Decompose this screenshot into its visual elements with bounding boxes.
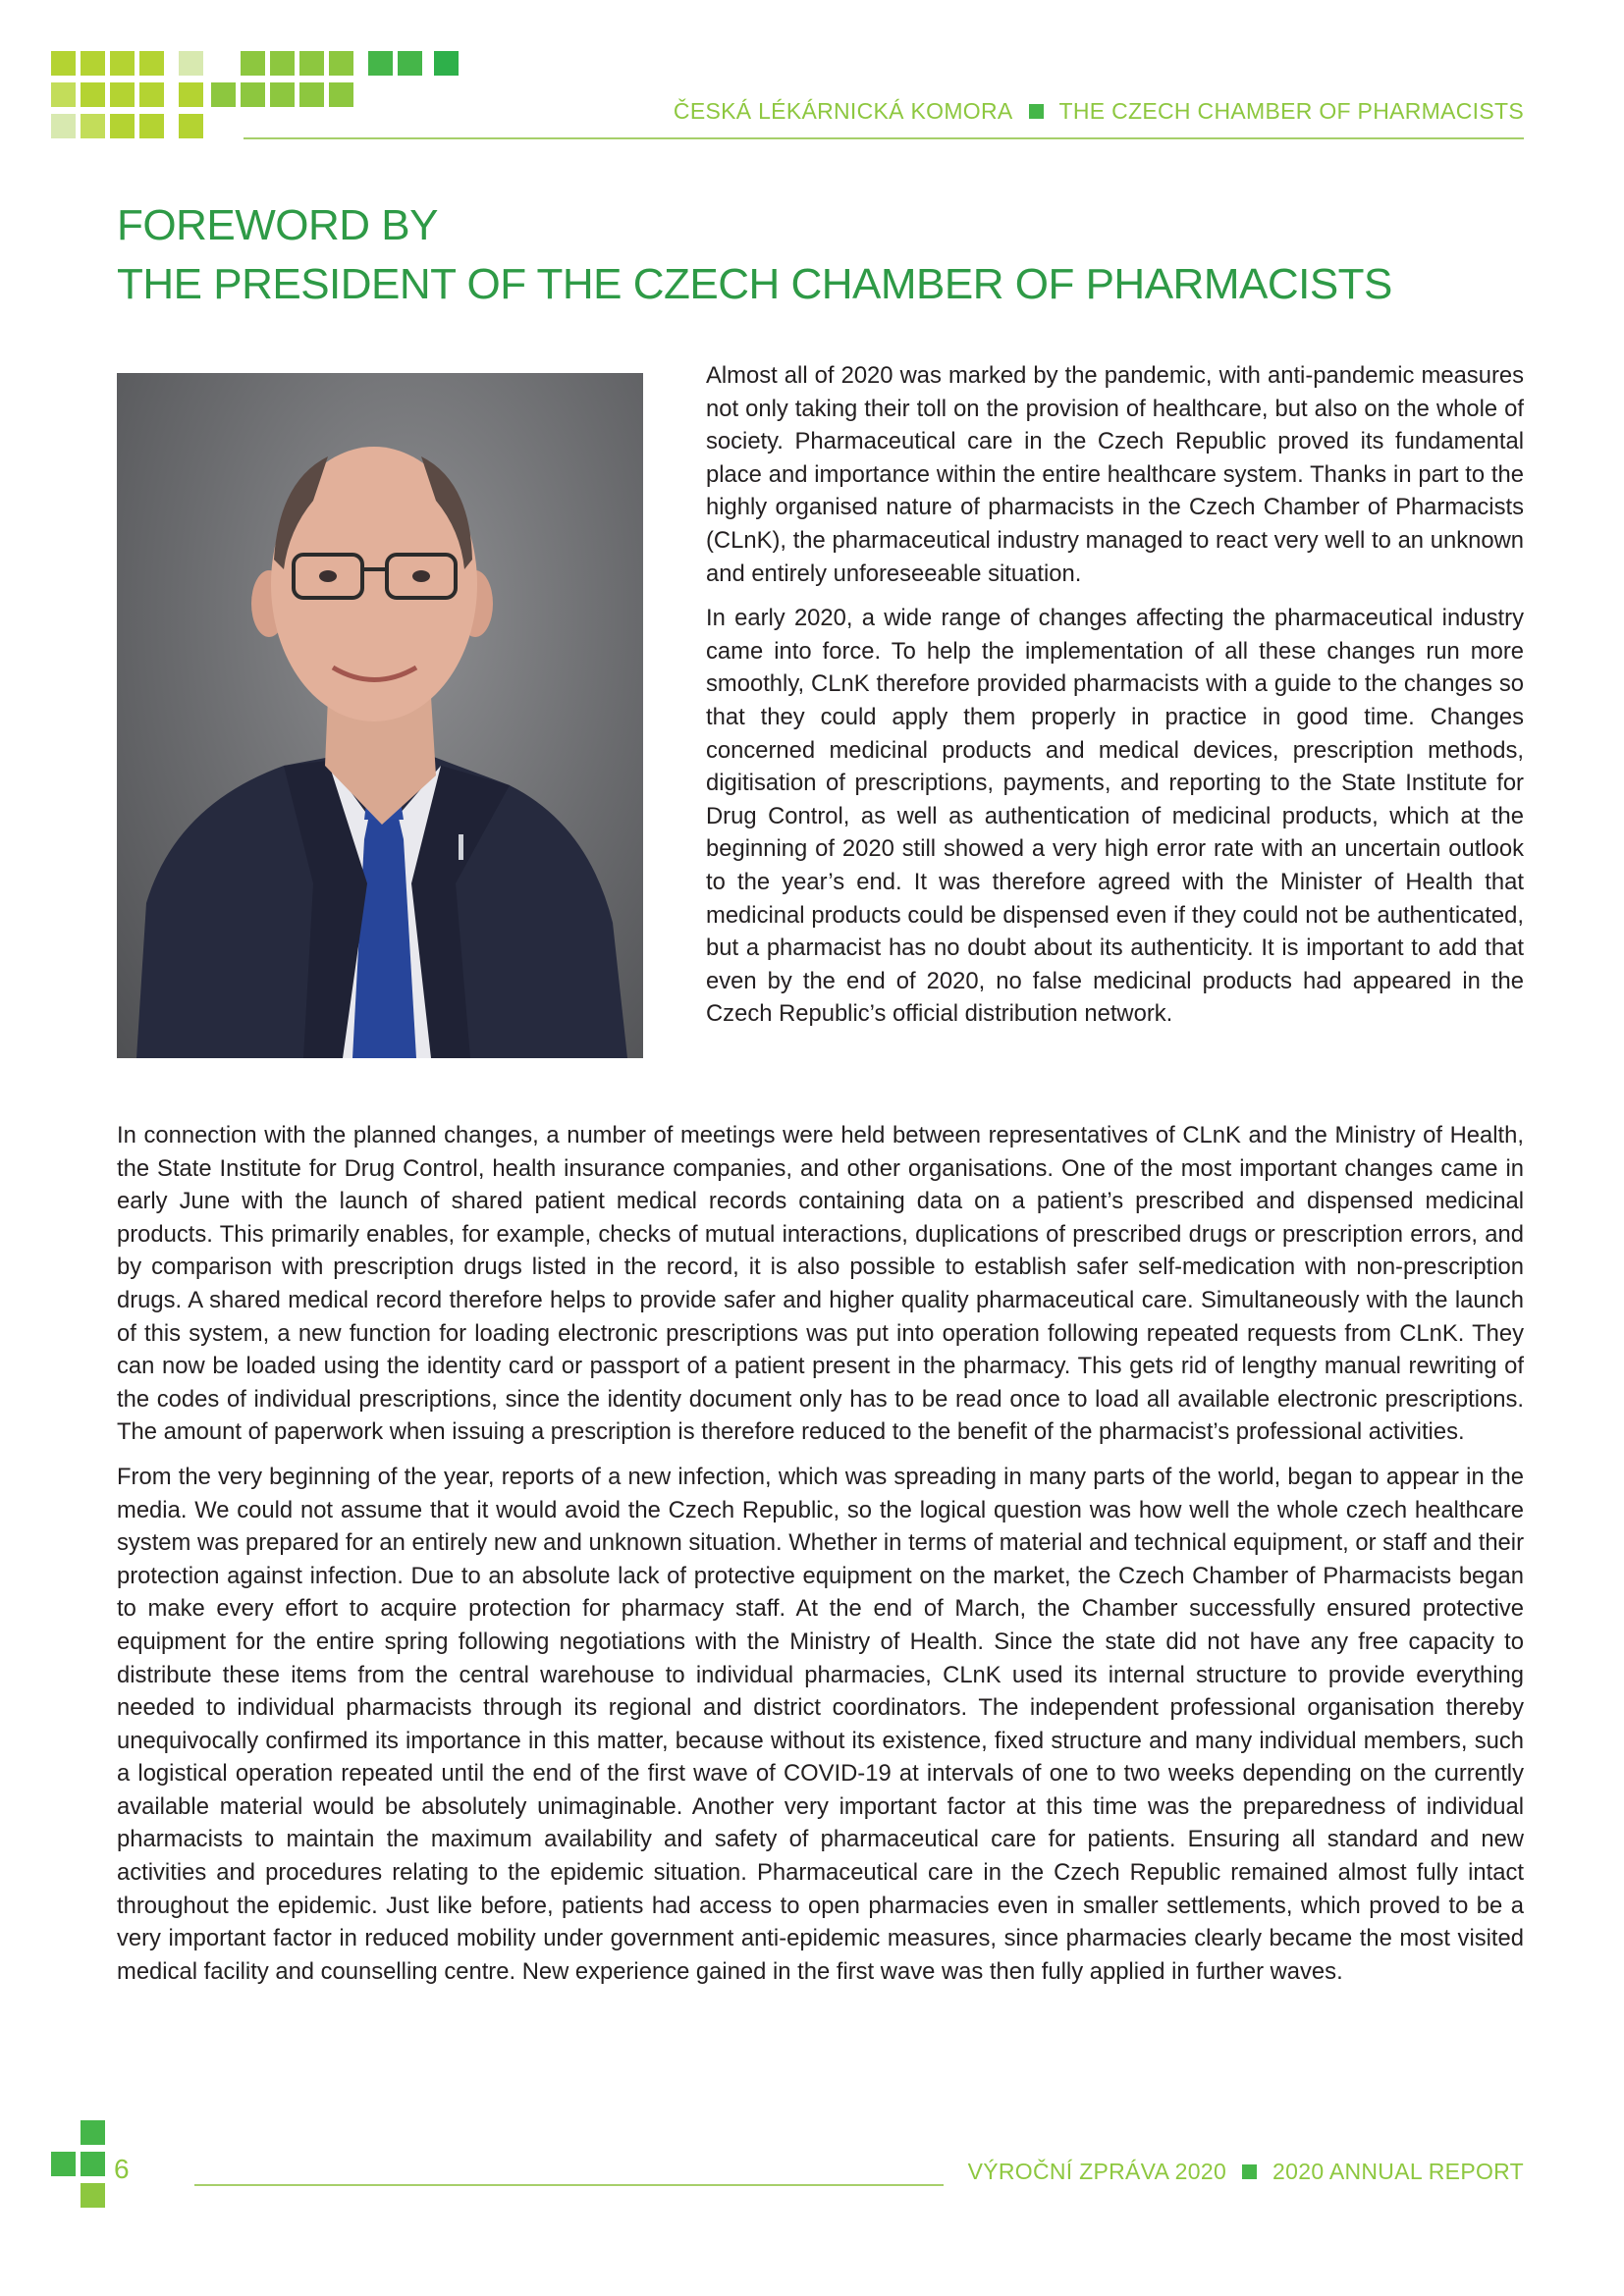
page-number: 6: [114, 2154, 130, 2184]
intro-column: [706, 359, 1524, 1042]
header-organisation: [674, 98, 1524, 125]
paragraph-4: From the very beginning of the year, reports of a new infection, which was spreading in many parts of the world, began to appear in the media. We could not assume that it would avoid the Czech Republic, so the logical question was how well the whole czech healthcare system was prepared for an entirely new and unknown situation. Whether in terms of material and technical equipment, or staff and their protection against infection. Due to an absolute lack of protective equipment on the market, the Czech Chamber of Pharmacists began to make every effort to acquire protection for pharmacy staff. At the end of March, the Chamber successfully ensured protective equipment for the entire spring following negotiations with the Ministry of Health. Since the state did not have any free capacity to distribute these items from the central warehouse to individual pharmacies, CLnK used its internal structure to provide everything needed to individual pharmacists through its regional and district coordinators. The independent professional organisation thereby unequivocally confirmed its importance in this matter, because without its existence, fixed structure and many individual members, such a logistical operation repeated until the end of the first wave of COVID-19 at intervals of one to two weeks depending on the currently available material would be absolutely unimaginable. Another very important factor at this time was the preparedness of individual pharmacists to maintain the maximum availability and safety of pharmaceutical care for patients. Ensuring all standard and new activities and procedures relating to the epidemic situation. Pharmaceutical care in the Czech Republic remained almost fully intact throughout the epidemic. Just like before, patients had access to open pharmacies even in smaller settlements, which proved to be a very important factor in reduced mobility under government anti-epidemic measures, since pharmacies clearly became the most visited medical facility and counselling centre. New experience gained in the first wave was then fully applied in further waves.: [117, 1463, 1524, 1985]
title-line-2: THE PRESIDENT OF THE CZECH CHAMBER OF PHARMACISTS: [117, 260, 1392, 308]
header-separator-square: [1029, 104, 1044, 119]
main-text: [117, 1119, 1524, 2000]
footer-separator-square: [1242, 2164, 1257, 2179]
header-rule: [244, 137, 1524, 139]
paragraph-1: Almost all of 2020 was marked by the pandemic, with anti-pandemic measures not only taking their toll on the provision of healthcare, but also on the whole of society. Pharmaceutical care in the Czech Republic proved its fundamental place and importance within the entire healthcare system. Thanks in part to the highly organised nature of pharmacists in the Czech Chamber of Pharmacists (CLnK), the pharmaceutical industry managed to react very well to an unknown and entirely unforeseeable situation.: [706, 362, 1524, 587]
footer-report-en: 2020 ANNUAL REPORT: [1272, 2159, 1524, 2184]
paragraph-3: In connection with the planned changes, a number of meetings were held between representatives of CLnK and the Ministry of Health, the State Institute for Drug Control, health insurance companies, and other organisations. One of the most important changes came in early June with the launch of shared patient medical records containing data on a patient’s prescribed and dispensed medicinal products. This primarily enables, for example, checks of mutual interactions, duplications of prescribed drugs or prescription errors, and by comparison with prescription drugs listed in the record, it is also possible to establish safer self-medication with non-prescription drugs. A shared medical record therefore helps to provide safer and higher quality pharmaceutical care. Simultaneously with the launch of this system, a new function for loading electronic prescriptions was put into operation following repeated requests from CLnK. They can now be loaded using the identity card or passport of a patient present in the pharmacy. This gets rid of lengthy manual rewriting of the codes of individual prescriptions, since the identity document only has to be read once to load all available electronic prescriptions. The amount of paperwork when issuing a prescription is therefore reduced to the benefit of the pharmacist’s professional activities.: [117, 1122, 1524, 1446]
page-title: [117, 196, 1392, 314]
header-org-cz: ČESKÁ LÉKÁRNICKÁ KOMORA: [673, 98, 1013, 124]
footer-report-title: [968, 2159, 1524, 2185]
portrait-illustration: [117, 373, 643, 1058]
header-org-en: THE CZECH CHAMBER OF PHARMACISTS: [1058, 98, 1524, 124]
paragraph-2: In early 2020, a wide range of changes affecting the pharmaceutical industry came into force. To help the implementation of all these changes run more smoothly, CLnK therefore provided pharmacists with a guide to the changes so that they could apply them properly in practice in good time. Changes concerned medicinal products and medical devices, prescription methods, digitisation of prescriptions, payments, and reporting to the State Institute for Drug Control, as well as authentication of medicinal products, which at the beginning of 2020 still showed a very high error rate with an uncertain outlook to the year’s end. It was therefore agreed with the Minister of Health that medicinal products could be dispensed even if they could not be authenticated, but a pharmacist has no doubt about its authenticity. It is important to add that even by the end of 2020, no false medicinal products had appeared in the Czech Republic’s official distribution network.: [706, 605, 1524, 1028]
footer-report-cz: VÝROČNÍ ZPRÁVA 2020: [967, 2159, 1227, 2184]
footer-rule: [194, 2184, 944, 2186]
title-line-1: FOREWORD BY: [117, 201, 438, 249]
president-portrait: [117, 373, 643, 1058]
